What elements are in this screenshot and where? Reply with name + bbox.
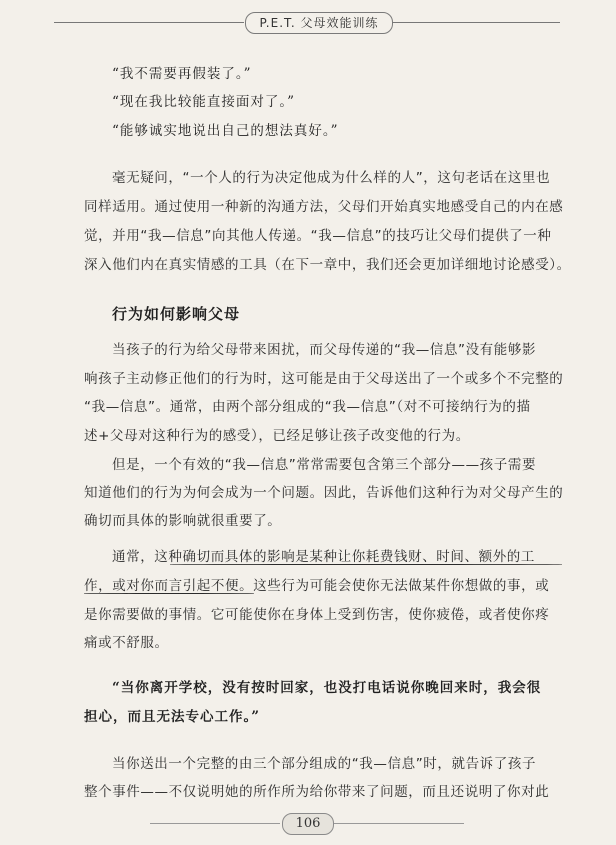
paragraph-line: 作，或对你而言引起不便。这些行为可能会使你无法做某件你想做的事，或 [84, 578, 550, 594]
header-rule-right [392, 22, 560, 23]
quote-line: “我不需要再假装了。” [112, 66, 252, 82]
paragraph-line: 深入他们内在真实情感的工具（在下一章中，我们还会更加详细地讨论感受）。 [84, 257, 571, 273]
paragraph-line: 但是，一个有效的“我—信息”常常需要包含第三个部分——孩子需要 [112, 457, 537, 473]
paragraph-line: 是你需要做的事情。它可能使你在身体上受到伤害，使你疲倦，或者使你疼 [84, 607, 550, 623]
paragraph-line: 确切而具体的影响就很重要了。 [84, 513, 282, 529]
example-quote-line: “当你离开学校，没有按时回家，也没打电话说你晚回来时，我会很 [112, 680, 542, 696]
header-rule-left [54, 22, 244, 23]
paragraph-line: 当你送出一个完整的由三个部分组成的“我—信息”时，就告诉了孩子 [112, 756, 537, 772]
page-number: 106 [282, 813, 334, 835]
paragraph-line: 同样适用。通过使用一种新的沟通方法，父母们开始真实地感受自己的内在感 [84, 199, 564, 215]
paragraph-line: 毫无疑问，“一个人的行为决定他成为什么样的人”，这句老话在这里也 [112, 170, 551, 186]
paragraph-line: 整个事件——不仅说明她的所作所为给你带来了问题，而且还说明了你对此 [84, 784, 550, 800]
handwritten-underline [84, 593, 254, 594]
running-header: P.E.T. 父母效能训练 [245, 12, 393, 34]
paragraph-line: 通常，这种确切而具体的影响是某种让你耗费钱财、时间、额外的工 [112, 549, 535, 565]
example-quote-line: 担心，而且无法专心工作。” [84, 709, 261, 725]
footer-rule-right [334, 823, 464, 824]
quote-line: “能够诚实地说出自己的想法真好。” [112, 123, 339, 139]
footer-rule-left [150, 823, 280, 824]
paragraph-line: 知道他们的行为为何会成为一个问题。因此，告诉他们这种行为对父母产生的 [84, 485, 564, 501]
quote-line: “现在我比较能直接面对了。” [112, 94, 296, 110]
paragraph-line: 述+父母对这种行为的感受），已经足够让孩子改变他的行为。 [84, 428, 470, 444]
paragraph-line: 响孩子主动修正他们的行为时，这可能是由于父母送出了一个或多个不完整的 [84, 371, 564, 387]
section-heading: 行为如何影响父母 [112, 305, 241, 323]
paragraph-line: 痛或不舒服。 [84, 635, 169, 651]
paragraph-line: 觉，并用“我—信息”向其他人传递。“我—信息”的技巧让父母们提供了一种 [84, 228, 552, 244]
paragraph-line: “我—信息”。通常，由两个部分组成的“我—信息”（对不可接纳行为的描 [84, 399, 531, 415]
paragraph-line: 当孩子的行为给父母带来困扰，而父母传递的“我—信息”没有能够影 [112, 342, 537, 358]
